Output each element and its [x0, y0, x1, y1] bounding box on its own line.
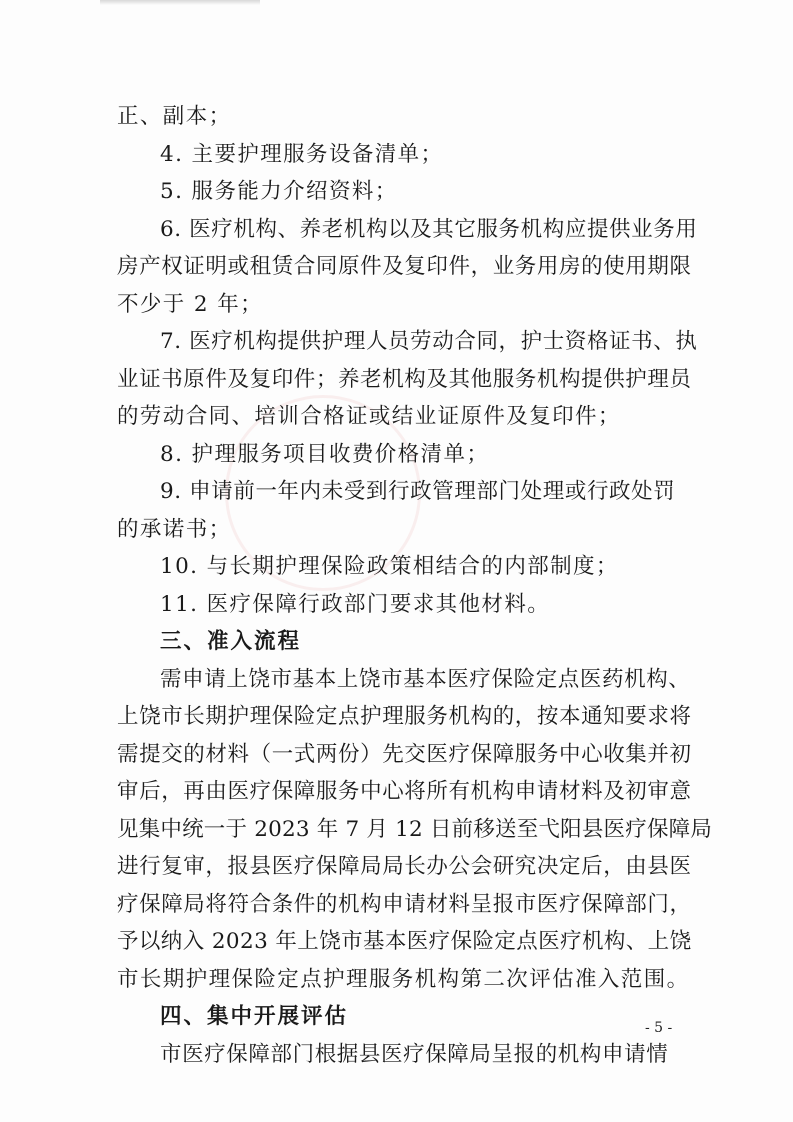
paragraph-line: 进行复审，报县医疗保障局局长办公会研究决定后，由县医 — [117, 854, 692, 879]
text-line: 的劳动合同、培训合格证或结业证原件及复印件； — [117, 404, 621, 429]
list-item-4: 4. 主要护理服务设备清单； — [160, 141, 444, 167]
list-item-8: 8. 护理服务项目收费价格清单； — [160, 441, 490, 467]
paragraph-line: 市长期护理保险定点护理服务机构第二次评估准入范围。 — [117, 966, 690, 992]
text-line: 正、副本； — [117, 104, 232, 129]
paragraph-line: 市医疗保障部门根据县医疗保障局呈报的机构申请情 — [160, 1041, 669, 1067]
section-heading-3: 三、准入流程 — [160, 629, 302, 654]
paragraph-line: 需申请上饶市基本上饶市基本医疗保险定点医药机构、 — [160, 666, 691, 692]
paragraph-line: 见集中统一于 2023 年 7 月 12 日前移送至弋阳县医疗保障局 — [117, 816, 713, 842]
list-item-9: 9. 申请前一年内未受到行政管理部门处理或行政处罚 — [160, 479, 676, 504]
scan-edge-shadow — [100, 0, 260, 5]
paragraph-line: 审后，再由医疗保障服务中心将所有机构申请材料及初审意 — [117, 779, 692, 804]
document-body — [117, 98, 713, 1073]
paragraph-line: 予以纳入 2023 年上饶市基本医疗保险定点医疗机构、上饶 — [117, 929, 692, 954]
paragraph-line: 上饶市长期护理保险定点护理服务机构的，按本通知要求将 — [117, 704, 692, 729]
list-item-5: 5. 服务能力介绍资料； — [160, 179, 398, 204]
list-item-10: 10. 与长期护理保险政策相结合的内部制度； — [160, 554, 619, 579]
list-item-7: 7. 医疗机构提供护理人员劳动合同，护士资格证书、执 — [160, 329, 698, 354]
paragraph-line: 需提交的材料（一式两份）先交医疗保障服务中心收集并初 — [117, 741, 692, 767]
list-item-11: 11. 医疗保障行政部门要求其他材料。 — [160, 591, 551, 617]
section-heading-4: 四、集中开展评估 — [160, 1004, 349, 1029]
text-line: 业证书原件及复印件；养老机构及其他服务机构提供护理员 — [117, 366, 692, 392]
page-number: - 5 - — [645, 1020, 673, 1036]
list-item-6: 6. 医疗机构、养老机构以及其它服务机构应提供业务用 — [160, 216, 698, 242]
text-line: 的承诺书； — [117, 516, 232, 542]
paragraph-line: 疗保障局将符合条件的机构申请材料呈报市医疗保障部门， — [117, 891, 692, 917]
text-line: 不少于 2 年； — [117, 291, 264, 317]
text-line: 房产权证明或租赁合同原件及复印件，业务用房的使用期限 — [117, 254, 692, 279]
